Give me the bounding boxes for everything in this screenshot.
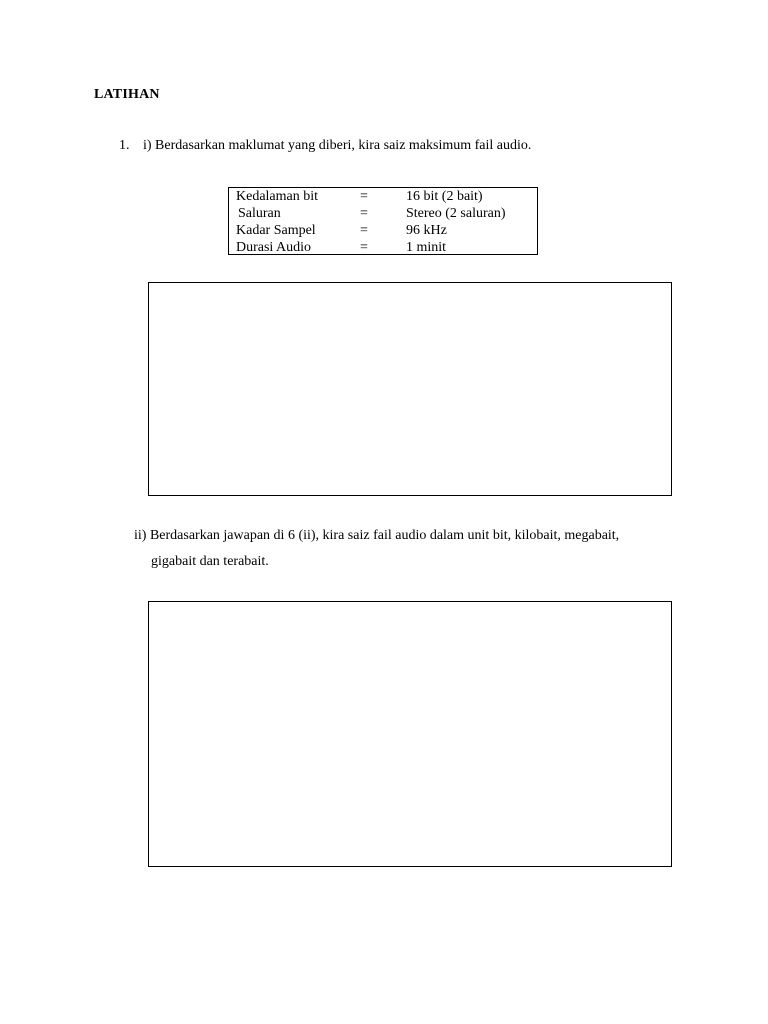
- info-equals: =: [360, 189, 368, 204]
- question-2-line-2: gigabait dan terabait.: [151, 554, 269, 569]
- info-label: Durasi Audio: [236, 240, 312, 255]
- info-row-sample-rate: [236, 223, 537, 240]
- info-row-channel: [236, 206, 537, 223]
- answer-box-1[interactable]: [148, 282, 672, 496]
- info-table: [228, 187, 538, 255]
- page-title: LATIHAN: [94, 87, 160, 102]
- info-value: 16 bit (2 bait): [406, 189, 483, 204]
- question-1: [119, 138, 531, 154]
- question-1-text: i) Berdasarkan maklumat yang diberi, kira saiz maksimum fail audio.: [143, 138, 532, 153]
- info-value: Stereo (2 saluran): [406, 206, 506, 221]
- info-equals: =: [360, 240, 368, 255]
- info-label: Kedalaman bit: [236, 189, 319, 204]
- question-1-number: 1.: [119, 138, 130, 153]
- answer-box-2[interactable]: [148, 601, 672, 867]
- info-label: Kadar Sampel: [236, 223, 316, 238]
- info-equals: =: [360, 206, 368, 221]
- info-value: 1 minit: [406, 240, 447, 255]
- info-value: 96 kHz: [406, 223, 447, 238]
- info-row-duration: [236, 240, 537, 257]
- info-equals: =: [360, 223, 368, 238]
- info-label: Saluran: [238, 206, 281, 221]
- question-2: [134, 523, 679, 575]
- question-2-line-1: ii) Berdasarkan jawapan di 6 (ii), kira saiz fail audio dalam unit bit, kilobait, megabait,: [134, 528, 620, 543]
- info-row-bit-depth: [236, 189, 537, 206]
